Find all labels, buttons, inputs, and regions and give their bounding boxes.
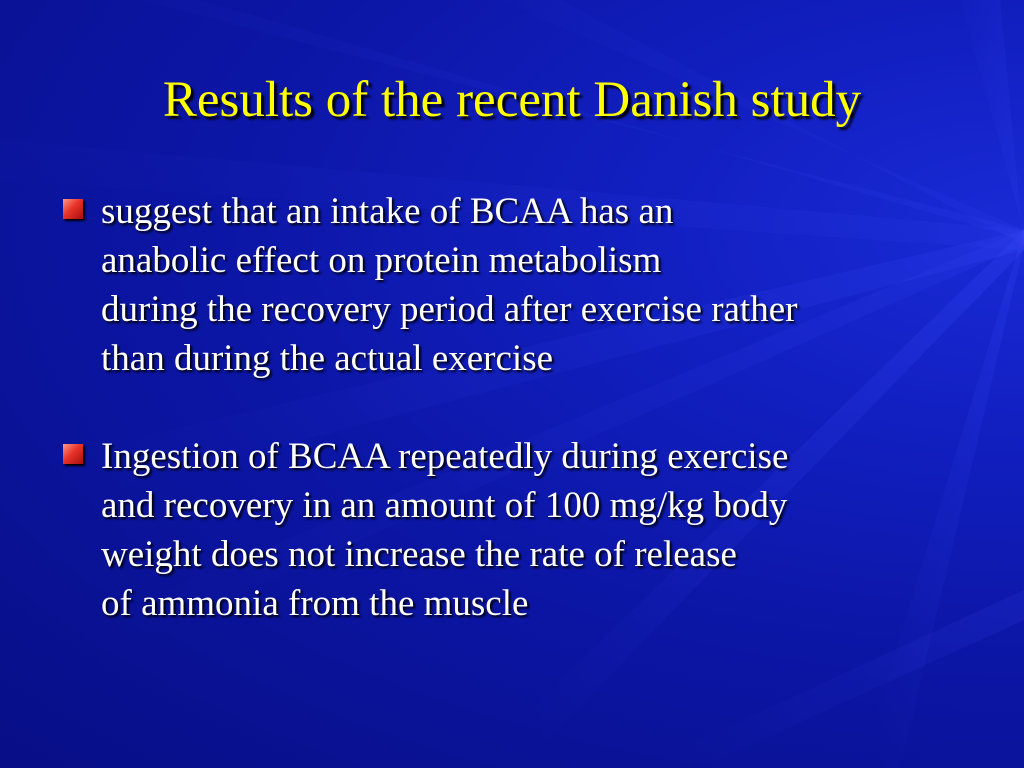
- bullet-text-line: of ammonia from the muscle: [101, 583, 529, 624]
- square-bullet-icon: [63, 444, 83, 464]
- bullet-text-line: than during the actual exercise: [101, 338, 554, 379]
- bullet-item: [63, 432, 993, 628]
- bullet-item: [63, 187, 993, 383]
- bullet-text-line: Ingestion of BCAA repeatedly during exercise: [101, 436, 789, 477]
- bullet-text-line: during the recovery period after exercise rather: [101, 289, 798, 330]
- slide-title: Results of the recent Danish study: [162, 72, 862, 128]
- bullet-list: [63, 187, 993, 677]
- bullet-text-line: and recovery in an amount of 100 mg/kg body: [101, 485, 788, 526]
- bullet-text-line: anabolic effect on protein metabolism: [101, 240, 662, 281]
- bullet-text-line: suggest that an intake of BCAA has an: [101, 191, 674, 232]
- bullet-text-line: weight does not increase the rate of release: [101, 534, 737, 575]
- square-bullet-icon: [63, 199, 83, 219]
